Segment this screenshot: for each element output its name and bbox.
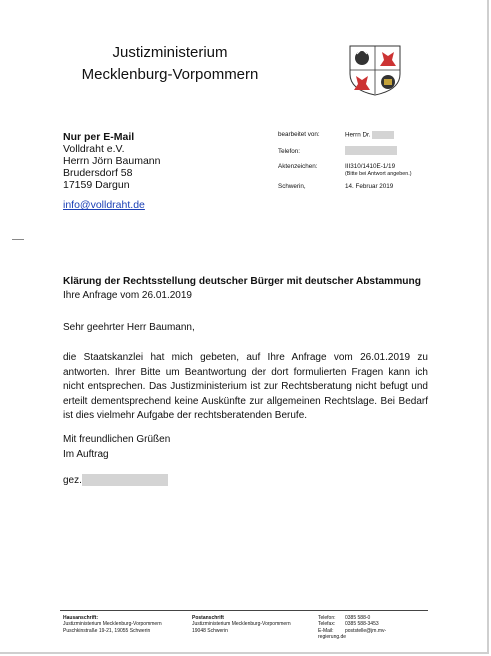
footer-divider [60,610,428,611]
footer-line: Puschkinstraße 19-21, 19055 Schwerin [63,627,151,634]
ministry-state: Mecklenburg-Vorpommern [81,66,259,83]
signature-prefix: gez. [63,475,82,486]
file-number-value: III310/1410E-1/19 [345,163,396,170]
handled-by-name: Herrn Dr. [345,131,371,139]
footer-house-address [63,615,162,634]
body-paragraph: die Staatskanzlei hat mich gebeten, auf Ihre Anfrage vom 26.01.2019 zu antworten. Ihrer Bitte um Beantwortung der dort formulierten Fragen kann ich nicht entsprechen. Das Justizministerium ist zur Rechtsberatung nicht befugt und erteilt dementsprechend keine Auskünfte zur allgemeinen Rechtslage. Bei Bedarf ist dies vielmehr Aufgabe der rechtsberatenden Berufe. [63,352,428,421]
file-number-label: Aktenzeichen: [278,163,318,170]
footer-fax-label: Telefax: [318,621,336,628]
recipient-line: 17159 Dargun [63,179,130,191]
footer-line: 19048 Schwerin [192,627,228,634]
footer-heading: Postanschrift [192,615,224,621]
footer-fax-value: 0385 588-3453 [345,621,379,628]
file-number-note: (Bitte bei Antwort angeben.) [345,171,412,177]
recipient-email-link[interactable]: info@volldraht.de [63,199,145,211]
recipient-line: Brudersdorf 58 [63,167,133,179]
letter-date: 14. Februar 2019 [345,183,394,190]
redaction-block [372,131,394,139]
footer-phone-value: 0385 588-0 [345,615,371,621]
subject-line: Klärung der Rechtsstellung deutscher Bürger mit deutscher Abstammung [63,276,421,287]
handled-by-label: bearbeitet von: [278,131,320,138]
redaction-block [345,146,397,155]
fold-mark [12,239,24,240]
closing [63,432,170,462]
letterhead [70,42,270,86]
place-label: Schwerin, [278,183,306,190]
handled-by-value [345,131,394,140]
footer-contact-values [345,615,386,634]
ministry-name: Justizministerium [112,44,228,61]
recipient-line: Herrn Jörn Baumann [63,155,161,167]
footer-post-address [192,615,291,634]
subject-reference: Ihre Anfrage vom 26.01.2019 [63,290,192,301]
footer-heading: Hausanschrift: [63,615,99,621]
footer-email-label: E-Mail: [318,627,334,634]
closing-greeting: Mit freundlichen Grüßen [63,434,171,445]
coat-of-arms-icon [348,44,402,96]
footer-line: Justizministerium Mecklenburg-Vorpommern [63,621,162,628]
delivery-note: Nur per E-Mail [63,131,135,143]
signature-redaction [82,474,168,486]
footer-email-value[interactable]: poststelle@jm.mv- [345,627,387,634]
footer-line: Justizministerium Mecklenburg-Vorpommern [192,621,291,628]
recipient-line: Volldraht e.V. [63,143,125,155]
footer-email-cont: regierung.de [318,633,347,640]
closing-on-behalf: Im Auftrag [63,449,109,460]
phone-label: Telefon: [278,148,301,155]
footer-phone-label: Telefon: [318,615,336,621]
recipient-address [63,131,160,191]
footer-contact [318,615,346,640]
salutation: Sehr geehrter Herr Baumann, [63,322,195,333]
